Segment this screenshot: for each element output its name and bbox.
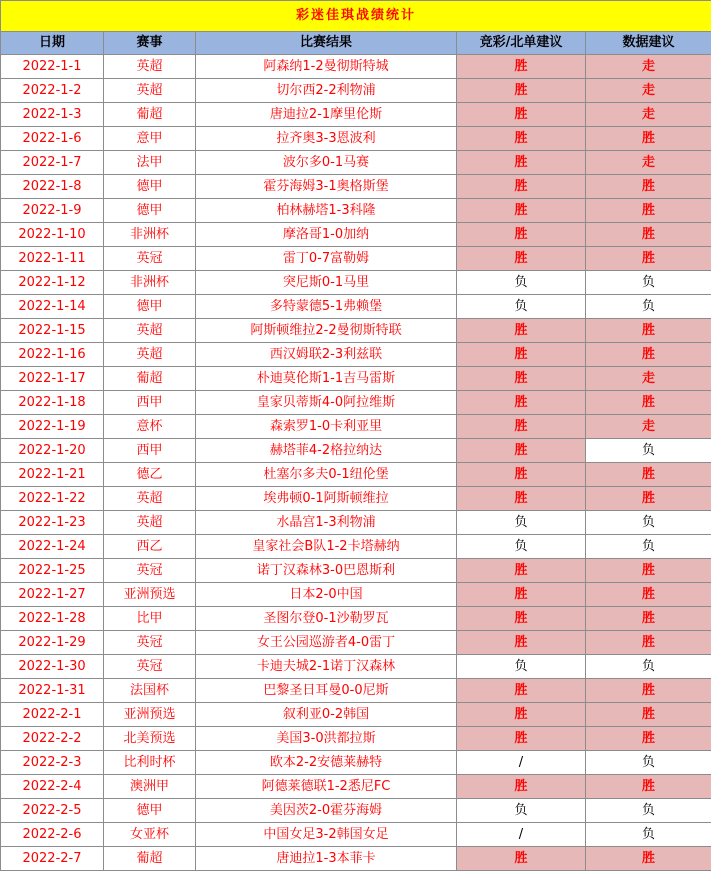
result-cell: 雷丁0-7富勒姆 bbox=[196, 247, 457, 271]
prediction-cell: 胜 bbox=[457, 175, 586, 199]
data-advice-cell: 走 bbox=[586, 367, 711, 391]
header-prediction: 竞彩/北单建议 bbox=[457, 32, 586, 55]
table-row bbox=[1, 679, 711, 703]
date-cell: 2022-1-23 bbox=[1, 511, 104, 535]
date-cell: 2022-1-21 bbox=[1, 463, 104, 487]
data-advice-cell: 负 bbox=[586, 511, 711, 535]
date-cell: 2022-1-3 bbox=[1, 103, 104, 127]
league-cell: 法甲 bbox=[104, 151, 196, 175]
date-cell: 2022-2-2 bbox=[1, 727, 104, 751]
data-advice-cell: 胜 bbox=[586, 703, 711, 727]
result-cell: 唐迪拉2-1摩里伦斯 bbox=[196, 103, 457, 127]
league-cell: 非洲杯 bbox=[104, 223, 196, 247]
league-cell: 葡超 bbox=[104, 103, 196, 127]
data-advice-cell: 胜 bbox=[586, 223, 711, 247]
table-row bbox=[1, 391, 711, 415]
date-cell: 2022-1-7 bbox=[1, 151, 104, 175]
data-advice-cell: 走 bbox=[586, 55, 711, 79]
data-advice-cell: 负 bbox=[586, 799, 711, 823]
table-row bbox=[1, 271, 711, 295]
league-cell: 德甲 bbox=[104, 199, 196, 223]
result-cell: 阿森纳1-2曼彻斯特城 bbox=[196, 55, 457, 79]
table-row bbox=[1, 775, 711, 799]
table-row bbox=[1, 727, 711, 751]
result-cell: 阿斯顿维拉2-2曼彻斯特联 bbox=[196, 319, 457, 343]
league-cell: 西甲 bbox=[104, 391, 196, 415]
date-cell: 2022-1-19 bbox=[1, 415, 104, 439]
table-row bbox=[1, 127, 711, 151]
table-row bbox=[1, 295, 711, 319]
date-cell: 2022-1-14 bbox=[1, 295, 104, 319]
result-cell: 卡迪夫城2-1诺丁汉森林 bbox=[196, 655, 457, 679]
result-cell: 中国女足3-2韩国女足 bbox=[196, 823, 457, 847]
prediction-cell: 胜 bbox=[457, 319, 586, 343]
league-cell: 德乙 bbox=[104, 463, 196, 487]
league-cell: 法国杯 bbox=[104, 679, 196, 703]
date-cell: 2022-1-24 bbox=[1, 535, 104, 559]
prediction-cell: 胜 bbox=[457, 583, 586, 607]
result-cell: 摩洛哥1-0加纳 bbox=[196, 223, 457, 247]
date-cell: 2022-1-30 bbox=[1, 655, 104, 679]
prediction-cell: 胜 bbox=[457, 775, 586, 799]
league-cell: 英超 bbox=[104, 487, 196, 511]
data-advice-cell: 负 bbox=[586, 295, 711, 319]
date-cell: 2022-2-4 bbox=[1, 775, 104, 799]
data-advice-cell: 胜 bbox=[586, 775, 711, 799]
date-cell: 2022-1-1 bbox=[1, 55, 104, 79]
league-cell: 英冠 bbox=[104, 559, 196, 583]
data-advice-cell: 胜 bbox=[586, 631, 711, 655]
data-advice-cell: 胜 bbox=[586, 247, 711, 271]
data-advice-cell: 胜 bbox=[586, 607, 711, 631]
result-cell: 女王公园巡游者4-0雷丁 bbox=[196, 631, 457, 655]
date-cell: 2022-1-28 bbox=[1, 607, 104, 631]
date-cell: 2022-1-27 bbox=[1, 583, 104, 607]
data-advice-cell: 胜 bbox=[586, 463, 711, 487]
result-cell: 西汉姆联2-3利兹联 bbox=[196, 343, 457, 367]
header-date: 日期 bbox=[1, 32, 104, 55]
league-cell: 英超 bbox=[104, 343, 196, 367]
prediction-cell: 胜 bbox=[457, 343, 586, 367]
data-advice-cell: 胜 bbox=[586, 727, 711, 751]
prediction-cell: 胜 bbox=[457, 127, 586, 151]
table-body bbox=[1, 55, 711, 871]
table-row bbox=[1, 559, 711, 583]
result-cell: 切尔西2-2利物浦 bbox=[196, 79, 457, 103]
data-advice-cell: 负 bbox=[586, 655, 711, 679]
prediction-cell: 胜 bbox=[457, 367, 586, 391]
prediction-cell: 胜 bbox=[457, 55, 586, 79]
prediction-cell: 负 bbox=[457, 295, 586, 319]
league-cell: 亚洲预选 bbox=[104, 703, 196, 727]
prediction-cell: / bbox=[457, 751, 586, 775]
table-row bbox=[1, 319, 711, 343]
header-league: 赛事 bbox=[104, 32, 196, 55]
prediction-cell: 胜 bbox=[457, 439, 586, 463]
league-cell: 英冠 bbox=[104, 631, 196, 655]
header-data-advice: 数据建议 bbox=[586, 32, 711, 55]
table-row bbox=[1, 751, 711, 775]
prediction-cell: 胜 bbox=[457, 703, 586, 727]
result-cell: 欧本2-2安德莱赫特 bbox=[196, 751, 457, 775]
result-cell: 巴黎圣日耳曼0-0尼斯 bbox=[196, 679, 457, 703]
prediction-cell: 胜 bbox=[457, 247, 586, 271]
data-advice-cell: 胜 bbox=[586, 199, 711, 223]
league-cell: 西甲 bbox=[104, 439, 196, 463]
table-row bbox=[1, 511, 711, 535]
league-cell: 英冠 bbox=[104, 247, 196, 271]
result-cell: 唐迪拉1-3本菲卡 bbox=[196, 847, 457, 871]
result-cell: 拉齐奥3-3恩波利 bbox=[196, 127, 457, 151]
result-cell: 朴迪莫伦斯1-1吉马雷斯 bbox=[196, 367, 457, 391]
date-cell: 2022-1-29 bbox=[1, 631, 104, 655]
date-cell: 2022-1-15 bbox=[1, 319, 104, 343]
table-row bbox=[1, 655, 711, 679]
table-row bbox=[1, 847, 711, 871]
data-advice-cell: 走 bbox=[586, 79, 711, 103]
data-advice-cell: 胜 bbox=[586, 847, 711, 871]
table-row bbox=[1, 247, 711, 271]
league-cell: 比利时杯 bbox=[104, 751, 196, 775]
prediction-cell: 负 bbox=[457, 535, 586, 559]
result-cell: 圣图尔登0-1沙勒罗瓦 bbox=[196, 607, 457, 631]
date-cell: 2022-1-20 bbox=[1, 439, 104, 463]
date-cell: 2022-1-8 bbox=[1, 175, 104, 199]
result-cell: 阿德莱德联1-2悉尼FC bbox=[196, 775, 457, 799]
league-cell: 北美预选 bbox=[104, 727, 196, 751]
data-advice-cell: 负 bbox=[586, 535, 711, 559]
table-row bbox=[1, 151, 711, 175]
table-row bbox=[1, 415, 711, 439]
table-row bbox=[1, 55, 711, 79]
header-row bbox=[1, 32, 711, 55]
date-cell: 2022-1-17 bbox=[1, 367, 104, 391]
result-cell: 霍芬海姆3-1奥格斯堡 bbox=[196, 175, 457, 199]
league-cell: 德甲 bbox=[104, 295, 196, 319]
result-cell: 美国3-0洪都拉斯 bbox=[196, 727, 457, 751]
table-row bbox=[1, 583, 711, 607]
result-cell: 多特蒙德5-1弗赖堡 bbox=[196, 295, 457, 319]
table-row bbox=[1, 703, 711, 727]
league-cell: 女亚杯 bbox=[104, 823, 196, 847]
prediction-cell: 胜 bbox=[457, 607, 586, 631]
prediction-cell: 胜 bbox=[457, 847, 586, 871]
sheet-title: 彩迷佳琪战绩统计 bbox=[1, 1, 711, 32]
league-cell: 葡超 bbox=[104, 847, 196, 871]
data-advice-cell: 胜 bbox=[586, 487, 711, 511]
data-advice-cell: 走 bbox=[586, 415, 711, 439]
prediction-cell: 胜 bbox=[457, 415, 586, 439]
league-cell: 德甲 bbox=[104, 175, 196, 199]
prediction-cell: / bbox=[457, 823, 586, 847]
title-row bbox=[1, 1, 711, 32]
data-advice-cell: 胜 bbox=[586, 679, 711, 703]
league-cell: 比甲 bbox=[104, 607, 196, 631]
table-row bbox=[1, 487, 711, 511]
date-cell: 2022-2-6 bbox=[1, 823, 104, 847]
prediction-cell: 胜 bbox=[457, 679, 586, 703]
prediction-cell: 胜 bbox=[457, 103, 586, 127]
data-advice-cell: 负 bbox=[586, 439, 711, 463]
prediction-cell: 胜 bbox=[457, 559, 586, 583]
prediction-cell: 胜 bbox=[457, 79, 586, 103]
data-advice-cell: 负 bbox=[586, 823, 711, 847]
league-cell: 英超 bbox=[104, 79, 196, 103]
date-cell: 2022-2-3 bbox=[1, 751, 104, 775]
league-cell: 西乙 bbox=[104, 535, 196, 559]
date-cell: 2022-1-12 bbox=[1, 271, 104, 295]
result-cell: 美因茨2-0霍芬海姆 bbox=[196, 799, 457, 823]
prediction-cell: 负 bbox=[457, 655, 586, 679]
date-cell: 2022-1-31 bbox=[1, 679, 104, 703]
result-cell: 皇家社会B队1-2卡塔赫纳 bbox=[196, 535, 457, 559]
result-cell: 诺丁汉森林3-0巴恩斯利 bbox=[196, 559, 457, 583]
table-row bbox=[1, 103, 711, 127]
prediction-cell: 负 bbox=[457, 271, 586, 295]
result-cell: 柏林赫塔1-3科隆 bbox=[196, 199, 457, 223]
prediction-cell: 胜 bbox=[457, 487, 586, 511]
data-advice-cell: 走 bbox=[586, 151, 711, 175]
league-cell: 非洲杯 bbox=[104, 271, 196, 295]
data-advice-cell: 胜 bbox=[586, 583, 711, 607]
date-cell: 2022-1-6 bbox=[1, 127, 104, 151]
result-cell: 赫塔菲4-2格拉纳达 bbox=[196, 439, 457, 463]
table-row bbox=[1, 823, 711, 847]
league-cell: 意杯 bbox=[104, 415, 196, 439]
data-advice-cell: 胜 bbox=[586, 175, 711, 199]
league-cell: 英冠 bbox=[104, 655, 196, 679]
result-cell: 埃弗顿0-1阿斯顿维拉 bbox=[196, 487, 457, 511]
date-cell: 2022-1-2 bbox=[1, 79, 104, 103]
result-cell: 杜塞尔多夫0-1纽伦堡 bbox=[196, 463, 457, 487]
prediction-cell: 胜 bbox=[457, 463, 586, 487]
league-cell: 英超 bbox=[104, 55, 196, 79]
table-row bbox=[1, 463, 711, 487]
table-row bbox=[1, 607, 711, 631]
data-advice-cell: 胜 bbox=[586, 319, 711, 343]
data-advice-cell: 走 bbox=[586, 103, 711, 127]
result-cell: 水晶宫1-3利物浦 bbox=[196, 511, 457, 535]
table-row bbox=[1, 799, 711, 823]
league-cell: 澳洲甲 bbox=[104, 775, 196, 799]
date-cell: 2022-1-16 bbox=[1, 343, 104, 367]
date-cell: 2022-2-1 bbox=[1, 703, 104, 727]
date-cell: 2022-1-10 bbox=[1, 223, 104, 247]
date-cell: 2022-2-5 bbox=[1, 799, 104, 823]
table-row bbox=[1, 367, 711, 391]
prediction-cell: 胜 bbox=[457, 199, 586, 223]
table-row bbox=[1, 175, 711, 199]
table-row bbox=[1, 223, 711, 247]
table-row bbox=[1, 439, 711, 463]
prediction-cell: 负 bbox=[457, 799, 586, 823]
prediction-cell: 胜 bbox=[457, 391, 586, 415]
data-advice-cell: 胜 bbox=[586, 559, 711, 583]
league-cell: 葡超 bbox=[104, 367, 196, 391]
prediction-cell: 胜 bbox=[457, 223, 586, 247]
result-cell: 皇家贝蒂斯4-0阿拉维斯 bbox=[196, 391, 457, 415]
league-cell: 德甲 bbox=[104, 799, 196, 823]
table-row bbox=[1, 343, 711, 367]
prediction-cell: 胜 bbox=[457, 727, 586, 751]
table-row bbox=[1, 199, 711, 223]
prediction-cell: 负 bbox=[457, 511, 586, 535]
date-cell: 2022-1-9 bbox=[1, 199, 104, 223]
data-advice-cell: 胜 bbox=[586, 391, 711, 415]
league-cell: 英超 bbox=[104, 319, 196, 343]
result-cell: 日本2-0中国 bbox=[196, 583, 457, 607]
data-advice-cell: 负 bbox=[586, 271, 711, 295]
data-advice-cell: 胜 bbox=[586, 343, 711, 367]
league-cell: 亚洲预选 bbox=[104, 583, 196, 607]
date-cell: 2022-1-11 bbox=[1, 247, 104, 271]
prediction-cell: 胜 bbox=[457, 631, 586, 655]
league-cell: 英超 bbox=[104, 511, 196, 535]
header-result: 比赛结果 bbox=[196, 32, 457, 55]
date-cell: 2022-2-7 bbox=[1, 847, 104, 871]
table-row bbox=[1, 631, 711, 655]
table-row bbox=[1, 535, 711, 559]
result-cell: 突尼斯0-1马里 bbox=[196, 271, 457, 295]
data-advice-cell: 胜 bbox=[586, 127, 711, 151]
result-cell: 叙利亚0-2韩国 bbox=[196, 703, 457, 727]
date-cell: 2022-1-25 bbox=[1, 559, 104, 583]
data-advice-cell: 负 bbox=[586, 751, 711, 775]
result-cell: 波尔多0-1马赛 bbox=[196, 151, 457, 175]
date-cell: 2022-1-22 bbox=[1, 487, 104, 511]
result-cell: 森索罗1-0卡利亚里 bbox=[196, 415, 457, 439]
prediction-cell: 胜 bbox=[457, 151, 586, 175]
table-row bbox=[1, 79, 711, 103]
league-cell: 意甲 bbox=[104, 127, 196, 151]
date-cell: 2022-1-18 bbox=[1, 391, 104, 415]
